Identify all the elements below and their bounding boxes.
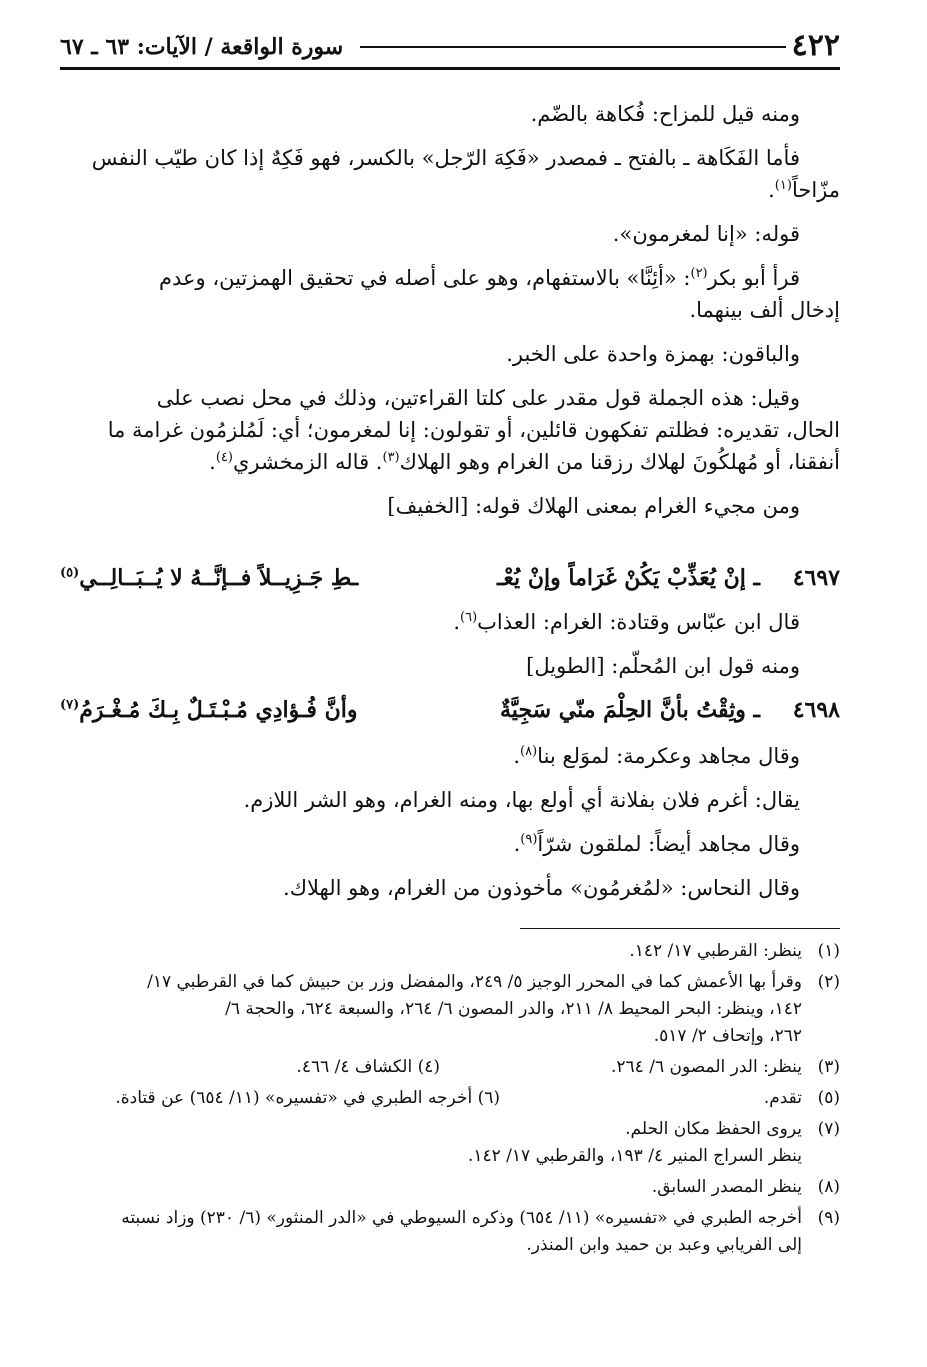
page-header — [60, 28, 840, 68]
paragraph: قوله: «إنا لمغرمون». — [612, 222, 800, 246]
paragraph-line: الحال، تقديره: فظلتم تفكهون قائلين، أو تقولون: إنا لمغرمون؛ أي: لَمُلزمُون غرامة ما — [107, 418, 840, 442]
verse-first-hemistich: ـ وثِقْتُ بأنَّ الحِلْمَ منّي سَجِيَّةٌ — [500, 697, 760, 723]
footnote-line: ينظر السراج المنير ٤/ ١٩٣، والقرطبي ١٧/ ١٤٢. — [467, 1146, 802, 1166]
text-span: ـطِ جَـزِيــلاً فــإنَّــهُ لا يُــبَــالِــي — [79, 565, 359, 591]
footnotes — [60, 938, 840, 1263]
paragraph: قال ابن عبّاس وقتادة: الغرام: العذاب$^{(٦)}$. — [453, 610, 800, 634]
paragraph-line: مزّاحاً$^{(١)}$. — [768, 178, 840, 202]
running-head: سورة الواقعة / الآيات: ٦٣ ـ ٦٧ — [60, 34, 344, 60]
verse-number: ٤٦٩٧ — [792, 565, 840, 591]
footnote-ref: (٩) — [520, 832, 538, 847]
paragraph-line — [60, 262, 840, 294]
header-dash-line — [360, 46, 786, 48]
footnote — [480, 1085, 840, 1112]
verse-number: ٤٦٩٨ — [792, 697, 840, 723]
footnote — [60, 938, 840, 965]
paragraph: ومنه قيل للمزاح: فُكاهة بالضّم. — [530, 102, 800, 126]
verse-first-hemistich: ـ إنْ يُعَذِّبْ يَكُنْ غَرَاماً وإنْ يُعْـ — [496, 565, 760, 591]
paragraph-line: فأما الفَكَاهة ـ بالفتح ـ فمصدر «فَكِهَ الرّجل» بالكسر، فهو فَكِهٌ إذا كان طيّب النفس — [91, 146, 800, 170]
footnote-text: ينظر: القرطبي ١٧/ ١٤٢. — [629, 941, 802, 961]
footnote-line: يروى الحفظ مكان الحلم. — [625, 1119, 802, 1139]
text-span: . قاله الزمخشري — [232, 450, 383, 474]
footnote-text: تقدم. — [763, 1088, 802, 1108]
page-number: ٤٢٢ — [791, 28, 840, 63]
footnote-line: ١٤٢، وينظر: البحر المحيط ٨/ ٢١١، والدر المصون ٦/ ٢٦٤، والسبعة ٦٢٤، والحجة ٦/ — [225, 999, 802, 1019]
main-text-end — [60, 740, 840, 904]
footnote-number: (١) — [817, 941, 840, 961]
footnote-text: ينظر المصدر السابق. — [651, 1177, 802, 1197]
footnote-line: إلى الفريابي وعبد بن حميد وابن المنذر. — [526, 1235, 802, 1255]
text-span: وقال مجاهد أيضاً: لملقون شرّاً — [537, 832, 800, 856]
footnote-ref: (١) — [774, 178, 792, 193]
text-span: وأنَّ فُـؤادِي مُـبْـتَـلٌ بِـكَ مُـغْـرَمُ — [79, 697, 358, 723]
footnote-ref: (٥) — [60, 565, 80, 581]
footnote-line: وقرأ بها الأعمش كما في المحرر الوجيز ٥/ ٢٤٩، والمفضل وزر بن حبيش كما في القرطبي ١٧/ — [147, 972, 802, 992]
main-text-continued — [60, 606, 840, 682]
footnote-ref: (٦) — [460, 610, 478, 625]
text-span: قال ابن عبّاس وقتادة: الغرام: العذاب — [477, 610, 800, 634]
footnote-number: (٥) — [817, 1088, 840, 1108]
footnote-separator — [520, 928, 840, 929]
text-span: : «أئِنَّا» بالاستفهام، وهو على أصله في تحقيق الهمزتين، وعدم — [158, 266, 691, 290]
paragraph: وقال النحاس: «لمُغرمُون» مأخوذون من الغرام، وهو الهلاك. — [283, 876, 800, 900]
footnote — [60, 969, 840, 1050]
header-rule — [60, 67, 840, 70]
footnote-number: (٩) — [817, 1208, 840, 1228]
footnote-text: ينظر: الدر المصون ٦/ ٢٦٤. — [611, 1057, 802, 1077]
footnote-pair — [60, 1085, 840, 1112]
text-span: وقال مجاهد وعكرمة: لموَلع بنا — [537, 744, 800, 768]
paragraph: والباقون: بهمزة واحدة على الخبر. — [506, 342, 800, 366]
footnote-ref: (٢) — [690, 266, 708, 281]
footnote — [480, 1054, 840, 1081]
footnote: (٤) الكشاف ٤/ ٤٦٦. — [296, 1057, 440, 1077]
footnote-ref: (٨) — [520, 744, 538, 759]
footnote-line: ٢٦٢، وإتحاف ٢/ ٥١٧. — [653, 1026, 802, 1046]
footnote-number: (٧) — [817, 1119, 840, 1139]
paragraph-line: إدخال ألف بينهما. — [689, 298, 840, 322]
footnote-pair — [60, 1054, 840, 1081]
paragraph-line: وقيل: هذه الجملة قول مقدر على كلتا القراءتين، وذلك في محل نصب على — [156, 386, 800, 410]
footnote-ref: (٣) — [382, 450, 400, 465]
footnote-number: (٢) — [817, 972, 840, 992]
footnote-ref: (٧) — [60, 697, 80, 713]
paragraph: ومن مجيء الغرام بمعنى الهلاك قوله: [الخفيف] — [387, 494, 800, 518]
text-span: قرأ أبو بكر — [707, 266, 800, 290]
footnote — [60, 1116, 840, 1170]
verse-second-hemistich — [60, 562, 358, 594]
footnote-number: (٨) — [817, 1177, 840, 1197]
paragraph: وقال مجاهد وعكرمة: لموَلع بنا$^{(٨)}$. — [513, 744, 800, 768]
paragraph: يقال: أغرم فلان بفلانة أي أولع بها، ومنه الغرام، وهو الشر اللازم. — [243, 788, 800, 812]
footnote — [60, 1174, 840, 1201]
paragraph-line: أنفقنا، أو مُهلكُونَ لهلاك رزقنا من الغرام وهو الهلاك$^{(٣)}$. قاله الزمخشري$^{(٤)}$. — [209, 450, 840, 474]
paragraph: ومنه قول ابن المُحلّم: [الطويل] — [526, 654, 800, 678]
text-span: أنفقنا، أو مُهلكُونَ لهلاك رزقنا من الغرام وهو الهلاك — [399, 450, 840, 474]
footnote-number: (٣) — [817, 1057, 840, 1077]
text-span: مزّاحاً — [791, 178, 840, 202]
footnote-ref: (٤) — [215, 450, 233, 465]
footnote — [60, 1205, 840, 1259]
paragraph: وقال مجاهد أيضاً: لملقون شرّاً$^{(٩)}$. — [513, 832, 800, 856]
verse-second-hemistich — [60, 694, 358, 726]
main-text — [60, 98, 840, 522]
footnote-line: أخرجه الطبري في «تفسيره» (١١/ ٦٥٤) وذكره السيوطي في «الدر المنثور» (٦/ ٢٣٠) وزاد نسبته — [121, 1208, 802, 1228]
footnote: (٦) أخرجه الطبري في «تفسيره» (١١/ ٦٥٤) عن قتادة. — [115, 1088, 500, 1108]
